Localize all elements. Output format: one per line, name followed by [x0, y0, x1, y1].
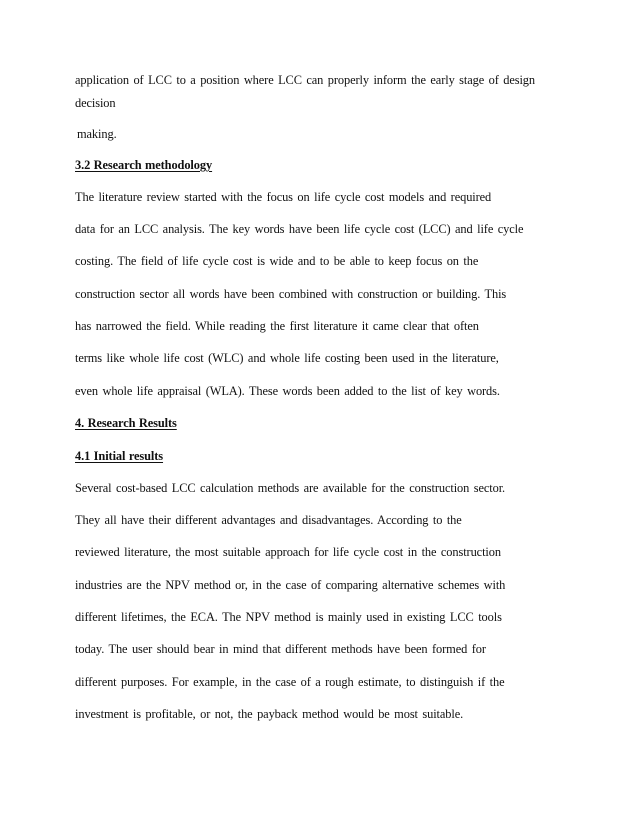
body-text-line: application of LCC to a position where LCC can properly inform the early stage of design	[75, 73, 535, 87]
body-text-line: investment is profitable, or not, the payback method would be most suitable.	[75, 707, 464, 721]
body-text-line: construction sector all words have been combined with construction or building. This	[75, 287, 507, 301]
body-text-line: They all have their different advantages and disadvantages. According to the	[75, 513, 462, 527]
section-heading-research-methodology: 3.2 Research methodology	[75, 158, 213, 172]
body-text-line: today. The user should bear in mind that different methods have been formed for	[75, 642, 486, 656]
body-text-line: The literature review started with the focus on life cycle cost models and required	[75, 190, 492, 204]
body-text-line: costing. The field of life cycle cost is wide and to be able to keep focus on the	[75, 254, 479, 268]
body-text-line: even whole life appraisal (WLA). These words been added to the list of key words.	[75, 384, 500, 398]
body-text-line: industries are the NPV method or, in the case of comparing alternative schemes with	[75, 578, 506, 592]
section-heading-research-results: 4. Research Results	[75, 416, 177, 430]
body-text-line: has narrowed the field. While reading the first literature it came clear that often	[75, 319, 479, 333]
body-text-line: terms like whole life cost (WLC) and whole life costing been used in the literature,	[75, 351, 499, 365]
body-text-line: making.	[77, 127, 117, 141]
body-text-line: different lifetimes, the ECA. The NPV method is mainly used in existing LCC tools	[75, 610, 502, 624]
body-text-line: different purposes. For example, in the case of a rough estimate, to distinguish if the	[75, 675, 505, 689]
body-text-line: data for an LCC analysis. The key words have been life cycle cost (LCC) and life cycle	[75, 222, 524, 236]
section-heading-initial-results: 4.1 Initial results	[75, 449, 164, 463]
body-text-line: decision	[75, 96, 116, 110]
body-text-line: Several cost-based LCC calculation methods are available for the construction sector.	[75, 481, 506, 495]
body-text-line: reviewed literature, the most suitable approach for life cycle cost in the construction	[75, 545, 501, 559]
